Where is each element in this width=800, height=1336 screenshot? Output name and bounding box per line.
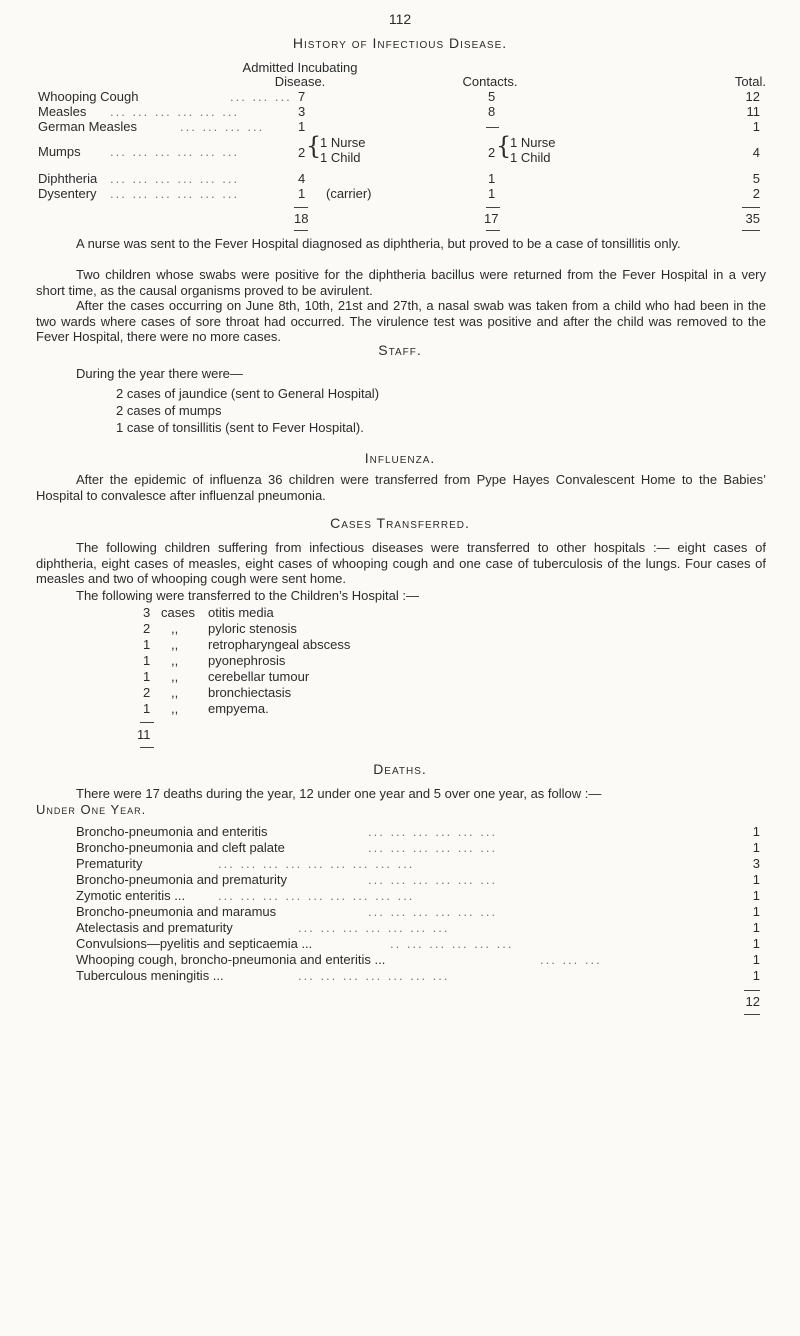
staff-item: 1 case of tonsillitis (sent to Fever Hospital). xyxy=(116,420,364,435)
leader-dots: ... ... ... ... ... ... ... ... ... xyxy=(218,856,415,871)
sum-rule xyxy=(744,990,760,991)
ditto-mark: ,, xyxy=(171,669,179,684)
influenza-title: Influenza. xyxy=(364,450,436,466)
row-admitted: 1 xyxy=(298,186,306,201)
row-total: 1 xyxy=(752,119,760,134)
staff-item: 2 cases of jaundice (sent to General Hospital) xyxy=(116,386,380,401)
row-name: German Measles xyxy=(38,119,137,134)
row-total: 5 xyxy=(752,171,760,186)
leader-dots: ... ... ... ... xyxy=(180,119,265,134)
case-count: 1 xyxy=(143,701,151,716)
row-name: Dysentery xyxy=(38,186,97,201)
death-count: 1 xyxy=(752,824,760,839)
col-disease-header: Disease. xyxy=(274,74,326,89)
row-total: 2 xyxy=(752,186,760,201)
case-count: 2 xyxy=(143,621,151,636)
transferred-title: Cases Transferred. xyxy=(330,515,470,531)
case-condition: pyonephrosis xyxy=(208,653,286,668)
case-count: 1 xyxy=(143,669,151,684)
leader-dots: ... ... ... ... ... ... ... xyxy=(298,968,450,983)
deaths-subtitle: Under One Year. xyxy=(36,802,147,817)
case-count: 1 xyxy=(143,653,151,668)
death-cause: Atelectasis and prematurity xyxy=(76,920,233,935)
history-title: History of Infectious Disease. xyxy=(292,35,508,51)
total-contacts: 17 xyxy=(484,211,499,226)
total-rule xyxy=(742,230,760,231)
deaths-intro: There were 17 deaths during the year, 12 under one year and 5 over one year, as follow :— xyxy=(76,786,602,801)
leader-dots: ... ... ... ... ... ... xyxy=(110,104,240,119)
row-contacts: 1 xyxy=(488,186,496,201)
row-admitted-b: 1 Child xyxy=(320,150,361,165)
col-contacts-header: Contacts. xyxy=(462,74,518,89)
row-total: 12 xyxy=(745,89,760,104)
total-rule xyxy=(744,1014,760,1015)
transferred-intro: The following were transferred to the Children’s Hospital :— xyxy=(76,588,419,603)
history-paragraph-1: A nurse was sent to the Fever Hospital diagnosed as diphtheria, but proved to be a case of tonsillitis only. xyxy=(76,236,681,251)
row-total: 11 xyxy=(746,104,760,119)
row-name: Measles xyxy=(38,104,87,119)
death-count: 1 xyxy=(752,952,760,967)
col-admitted-header: Admitted Incubating xyxy=(242,60,358,75)
ditto-mark: ,, xyxy=(171,621,179,636)
row-admitted: 7 xyxy=(298,89,306,104)
row-contacts-b: 1 Child xyxy=(510,150,551,165)
death-count: 1 xyxy=(752,840,760,855)
case-condition: empyema. xyxy=(208,701,269,716)
death-count: 1 xyxy=(752,872,760,887)
row-contacts: 2 xyxy=(488,145,496,160)
case-condition: otitis media xyxy=(208,605,274,620)
sum-rule xyxy=(294,207,308,208)
influenza-text: After the epidemic of influenza 36 children were transferred from Pype Hayes Convalescent Home to the Babies’ Hospital to convalesce after influenzal pneumonia. xyxy=(36,472,766,503)
row-admitted-a: 1 Nurse xyxy=(320,135,366,150)
row-contacts: 8 xyxy=(488,104,496,119)
total-rule xyxy=(294,230,308,231)
death-cause: Whooping cough, broncho-pneumonia and enteritis ... xyxy=(76,952,386,967)
deaths-total: 12 xyxy=(745,994,760,1009)
sum-rule xyxy=(742,207,760,208)
case-condition: cerebellar tumour xyxy=(208,669,310,684)
cases-word: cases xyxy=(161,605,195,620)
brace-icon: { xyxy=(306,132,322,160)
row-admitted: 3 xyxy=(298,104,306,119)
leader-dots: ... ... ... ... ... ... xyxy=(110,186,240,201)
total-admitted: 18 xyxy=(294,211,309,226)
ditto-mark: ,, xyxy=(171,701,179,716)
death-count: 1 xyxy=(752,888,760,903)
leader-dots: ... ... ... ... ... ... xyxy=(368,824,498,839)
case-count: 1 xyxy=(143,637,151,652)
total-rule xyxy=(140,747,154,748)
leader-dots: ... ... ... ... ... ... xyxy=(110,144,240,159)
row-admitted: 2 xyxy=(298,145,306,160)
leader-dots: ... ... ... xyxy=(540,952,602,967)
brace-icon: { xyxy=(496,132,512,160)
deaths-title: Deaths. xyxy=(373,761,427,777)
leader-dots: ... ... ... ... ... ... xyxy=(368,872,498,887)
ditto-mark: ,, xyxy=(171,685,179,700)
death-cause: Prematurity xyxy=(76,856,143,871)
leader-dots: .. ... ... ... ... ... xyxy=(390,936,514,951)
staff-intro: During the year there were— xyxy=(76,366,243,381)
death-count: 3 xyxy=(752,856,760,871)
transferred-text: The following children suffering from infectious diseases were transferred to other hospitals :— eight cases of diphtheria, eight cases of measles, eight cases of whooping cough and one case of tuberculosis of the lungs. Four cases of measles and two of whooping cough were sent home. xyxy=(36,540,766,587)
row-admitted: 4 xyxy=(298,171,306,186)
leader-dots: ... ... ... ... ... ... xyxy=(368,840,498,855)
case-condition: pyloric stenosis xyxy=(208,621,297,636)
sum-rule xyxy=(140,722,154,723)
transferred-total: 11 xyxy=(137,727,151,742)
page-number: 112 xyxy=(388,11,412,27)
death-cause: Broncho-pneumonia and prematurity xyxy=(76,872,288,887)
case-condition: bronchiectasis xyxy=(208,685,292,700)
history-paragraph-2: Two children whose swabs were positive for the diphtheria bacillus were returned from the Fever Hospital in a very short time, as the causal organisms proved to be avirulent. xyxy=(36,267,766,298)
case-condition: retropharyngeal abscess xyxy=(208,637,351,652)
leader-dots: ... ... ... ... ... ... xyxy=(110,171,240,186)
ditto-mark: ,, xyxy=(171,653,179,668)
staff-title: Staff. xyxy=(378,342,422,358)
death-cause: Zymotic enteritis ... xyxy=(76,888,186,903)
leader-dots: ... ... ... ... ... ... xyxy=(368,904,498,919)
death-cause: Broncho-pneumonia and enteritis xyxy=(76,824,268,839)
case-count: 3 xyxy=(143,605,151,620)
ditto-mark: ,, xyxy=(171,637,179,652)
row-contacts: 5 xyxy=(488,89,496,104)
row-total: 4 xyxy=(752,145,760,160)
row-name: Mumps xyxy=(38,144,81,159)
death-count: 1 xyxy=(752,920,760,935)
grand-total: 35 xyxy=(745,211,760,226)
row-name: Whooping Cough xyxy=(38,89,139,104)
death-cause: Broncho-pneumonia and cleft palate xyxy=(76,840,285,855)
leader-dots: ... ... ... ... ... ... ... ... ... xyxy=(218,888,415,903)
leader-dots: ... ... ... ... ... ... ... xyxy=(298,920,450,935)
row-contacts-a: 1 Nurse xyxy=(510,135,556,150)
row-contacts: — xyxy=(486,119,499,134)
death-cause: Convulsions—pyelitis and septicaemia ... xyxy=(76,936,313,951)
history-paragraph-3: After the cases occurring on June 8th, 10th, 21st and 27th, a nasal swab was taken from a child who had been in the two wards where cases of sore throat had occurred. The virulence test was positive and after the child was removed to the Fever Hospital, there were no more cases. xyxy=(36,298,766,345)
row-contacts: 1 xyxy=(488,171,496,186)
death-count: 1 xyxy=(752,904,760,919)
row-admitted: 1 xyxy=(298,119,306,134)
death-count: 1 xyxy=(752,968,760,983)
row-name: Diphtheria xyxy=(38,171,98,186)
sum-rule xyxy=(486,207,500,208)
case-count: 2 xyxy=(143,685,151,700)
total-rule xyxy=(486,230,500,231)
leader-dots: ... ... ... xyxy=(230,89,292,104)
staff-item: 2 cases of mumps xyxy=(116,403,222,418)
death-cause: Tuberculous meningitis ... xyxy=(76,968,224,983)
col-total-header: Total. xyxy=(734,74,766,89)
death-cause: Broncho-pneumonia and maramus xyxy=(76,904,277,919)
death-count: 1 xyxy=(752,936,760,951)
row-admitted-note: (carrier) xyxy=(326,186,372,201)
